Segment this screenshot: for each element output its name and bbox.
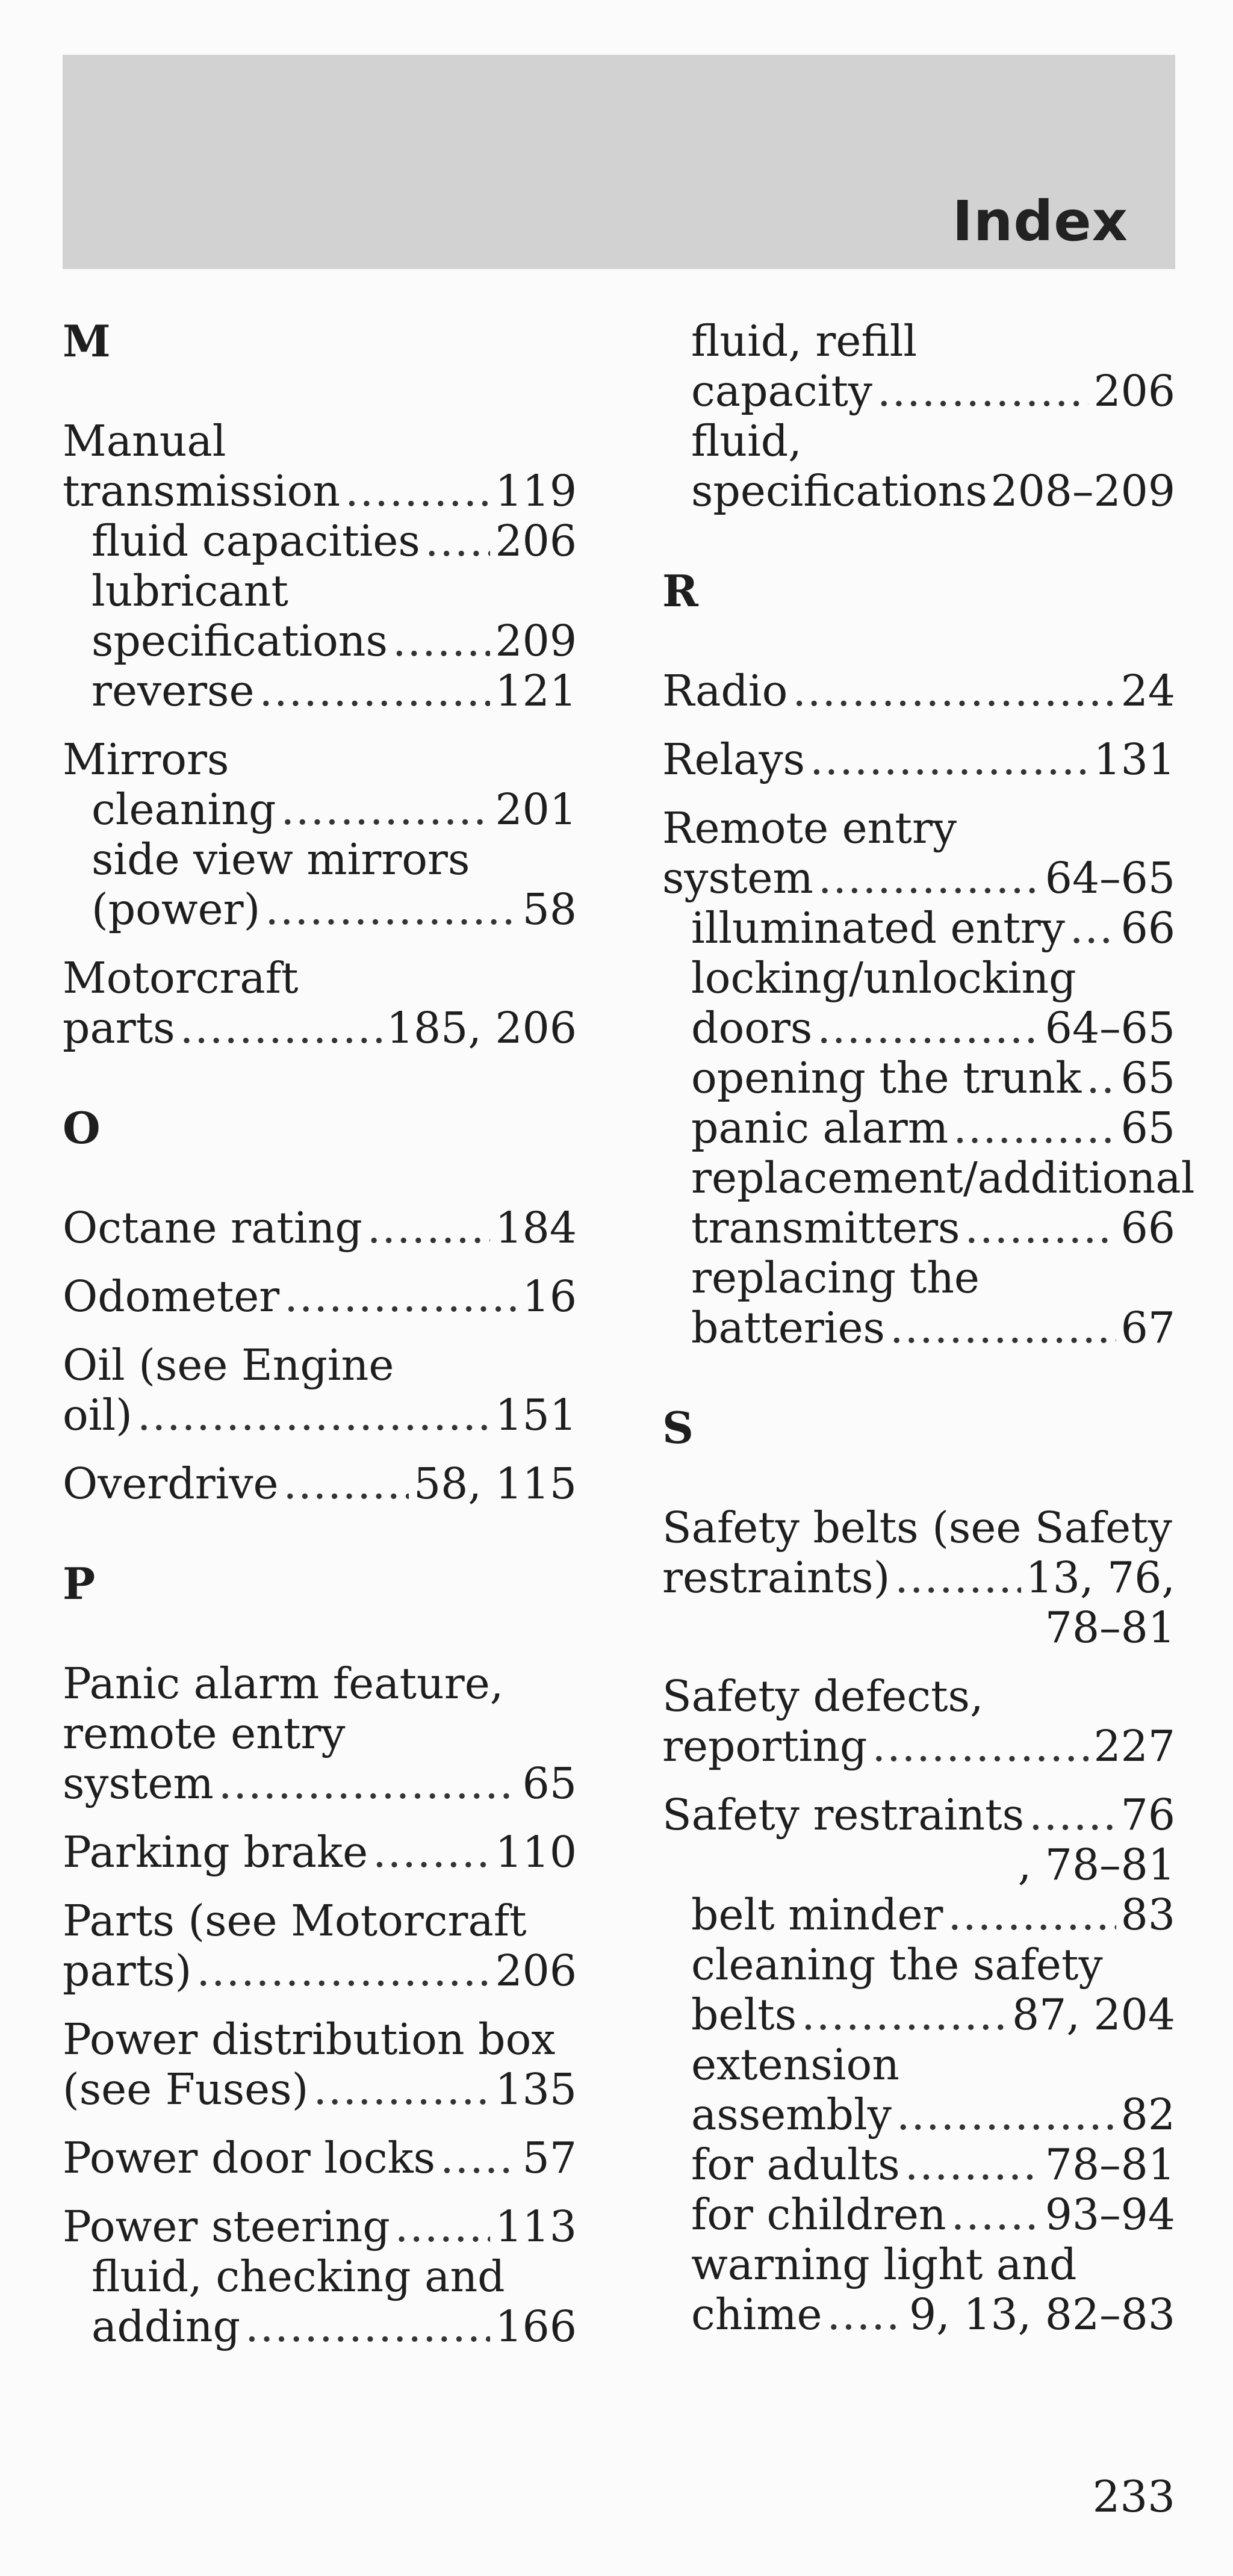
- page-title: Index: [952, 189, 1128, 253]
- page-ref: 65: [1120, 1103, 1175, 1153]
- page-number: 233: [1092, 2471, 1175, 2522]
- page-ref: 206: [495, 1946, 577, 1996]
- index-entry: fluid, refill capacity ..... 206 fluid, specifications 208–209: [662, 316, 1175, 516]
- page-ref: 13, 76,: [1025, 1553, 1175, 1603]
- index-column-left: [63, 316, 577, 2370]
- page-ref: 83: [1120, 1890, 1175, 1940]
- page-ref: 206: [495, 516, 577, 566]
- page-ref: 110: [495, 1827, 577, 1877]
- index-entry: Safety belts (see Safety restraints) ..... 13, 76, 78–81: [662, 1503, 1175, 1653]
- index-entry: Power distribution box (see Fuses) ..... 135: [63, 2014, 577, 2114]
- page-ref: 209: [495, 616, 577, 666]
- page-ref: 58: [522, 884, 577, 934]
- section-letter-o: O: [63, 1102, 101, 1153]
- index-entry: Parking brake ..... 110: [63, 1827, 577, 1877]
- page-ref: 82: [1120, 2090, 1175, 2140]
- page-ref: 166: [495, 2301, 577, 2351]
- page-ref: 131: [1093, 734, 1175, 784]
- index-entry: Mirrors cleaning ..... 201 side view mirrors (power) ..... 58: [63, 734, 577, 934]
- header-band: [63, 55, 1175, 269]
- page-ref: 151: [495, 1390, 577, 1440]
- index-entry: Relays ..... 131: [662, 734, 1175, 784]
- page-ref: 9, 13, 82–83: [909, 2289, 1175, 2339]
- index-entry: Panic alarm feature, remote entry system ..... 65: [63, 1659, 577, 1808]
- page-ref: 78–81: [1045, 2140, 1175, 2190]
- page-ref: 66: [1120, 903, 1175, 953]
- index-entry: Radio ..... 24: [662, 666, 1175, 716]
- page-ref: 65: [522, 1758, 577, 1808]
- page-ref: 185, 206: [386, 1003, 577, 1053]
- section-letter-m: M: [63, 315, 111, 367]
- page-ref: 121: [495, 666, 577, 716]
- page-ref: 57: [522, 2133, 577, 2183]
- index-column-right: [662, 316, 1195, 2358]
- page-ref: 58, 115: [414, 1459, 577, 1509]
- index-entry: Safety restraints ..... 76 , 78–81 belt minder ..... 83 cleaning the safety belts ..... 87, 204 extension assembly ..... 82 for adults ..... 78–81 for children ..... 93–94 warning light and chime ..... 9, 13, 82–83: [662, 1790, 1175, 2339]
- page-ref: 208–209: [990, 466, 1175, 516]
- index-entry: Power door locks ..... 57: [63, 2133, 577, 2183]
- page-ref: 206: [1093, 366, 1175, 416]
- page-ref: 24: [1120, 666, 1175, 716]
- page-ref: 78–81: [1045, 1603, 1175, 1653]
- page-ref: 16: [522, 1271, 577, 1321]
- page-ref: 64–65: [1045, 853, 1175, 903]
- index-entry: Oil (see Engine oil) ..... 151: [63, 1340, 577, 1440]
- index-entry: Parts (see Motorcraft parts) ..... 206: [63, 1896, 577, 1996]
- page-ref: 227: [1093, 1721, 1175, 1771]
- section-letter-r: R: [662, 565, 698, 616]
- index-entry: Safety defects, reporting ..... 227: [662, 1671, 1175, 1771]
- page-ref: 65: [1120, 1053, 1175, 1103]
- page-ref: 67: [1120, 1303, 1175, 1353]
- page-ref: 93–94: [1045, 2190, 1175, 2239]
- page-ref: 64–65: [1045, 1003, 1175, 1053]
- section-letter-s: S: [662, 1402, 694, 1453]
- page-ref: 201: [495, 784, 577, 834]
- index-entry: Motorcraft parts ..... 185, 206: [63, 953, 577, 1053]
- page-ref: 113: [495, 2202, 577, 2252]
- index-entry: Power steering ..... 113 fluid, checking and adding ..... 166: [63, 2202, 577, 2351]
- index-entry: Overdrive ..... 58, 115: [63, 1459, 577, 1509]
- index-entry: Odometer ..... 16: [63, 1271, 577, 1321]
- page-ref: 87, 204: [1012, 1990, 1175, 2040]
- page-ref: 135: [495, 2064, 577, 2114]
- page-ref: 66: [1120, 1203, 1175, 1253]
- page-ref: , 78–81: [1017, 1840, 1175, 1890]
- section-letter-p: P: [63, 1558, 96, 1609]
- index-entry: Manual transmission ..... 119 fluid capacities ..... 206 lubricant specifications ..... 209 reverse ..... 121: [63, 416, 577, 716]
- page-ref: 76: [1120, 1790, 1175, 1840]
- page-ref: 119: [495, 466, 577, 516]
- index-entry: Remote entry system ..... 64–65 illuminated entry ..... 66 locking/unlocking doors ..... 64–65 opening the trunk ..... 65 panic alarm ..... 65 replacement/additional transmitters ..... 66 replacing the batteries ..... 67: [662, 803, 1175, 1353]
- page-ref: 184: [495, 1203, 577, 1253]
- index-entry: Octane rating ..... 184: [63, 1203, 577, 1253]
